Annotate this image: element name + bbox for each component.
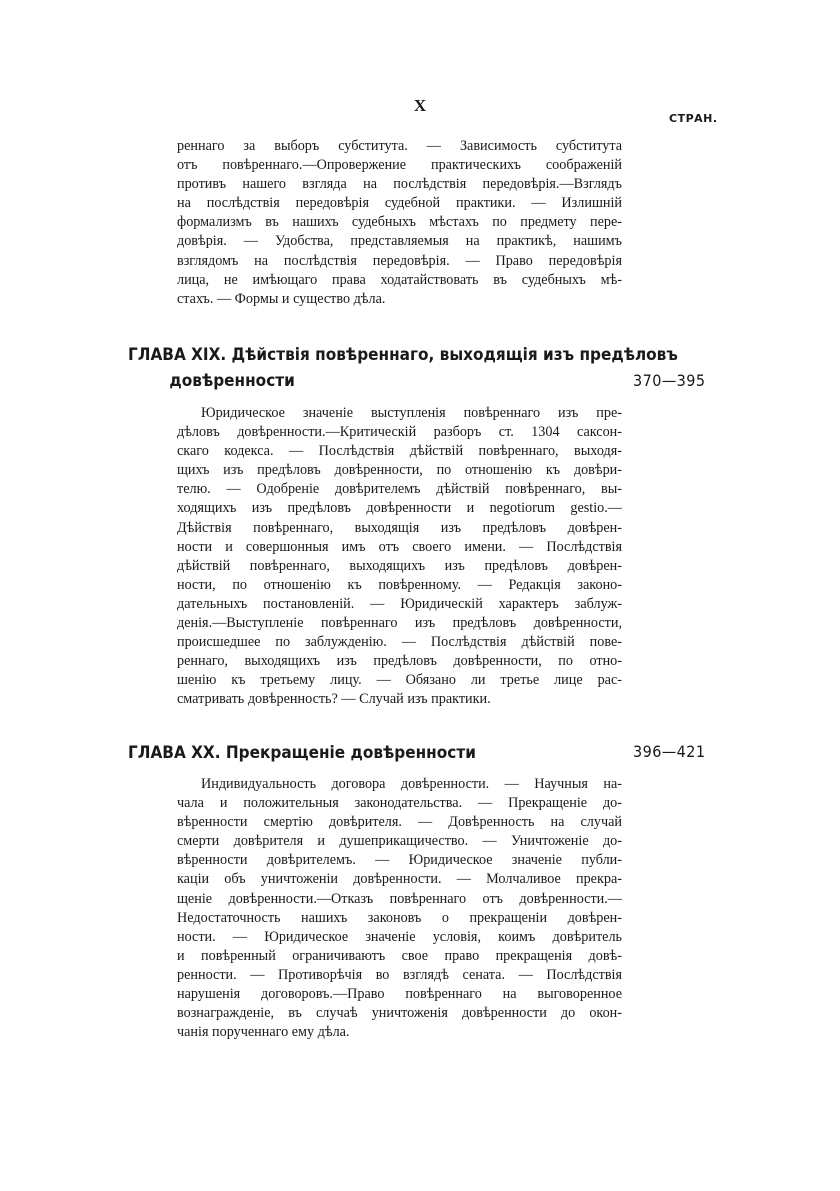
text-line: ности. — Юридическое значеніе условія, коимъ довѣритель [177,928,622,945]
chapter-20-title-line1: ГЛАВА XX. Прекращеніе довѣренности [128,743,476,763]
text-line: каціи объ уничтоженіи довѣренности. — Молчаливое прекра- [177,871,622,888]
text-line: реннаго, выходящихъ изъ предѣловъ довѣренности, по отно- [177,653,622,670]
text-line: смерти довѣрителя и душеприкащичество. — Уничтоженіе до- [177,833,622,850]
text-line: ренности. — Противорѣчія во взглядѣ сената. — Послѣдствія [177,966,622,983]
text-line: довѣрія. — Удобства, представляемыя на практикѣ, нашимъ [177,233,622,250]
text-line: щеніе довѣренности.—Отказъ повѣреннаго отъ довѣренности.— [177,890,622,907]
chapter-20-title [128,740,476,766]
text-line: на послѣдствія передовѣрія судебной практики. — Излишній [177,195,622,212]
text-line: вѣренности смертію довѣрителя. — Довѣренность на случай [177,814,622,831]
text-line: дательныхъ постановленій. — Юридическій характеръ заблуж- [177,595,622,612]
chapter-20-pages: 396—421 [633,742,706,761]
text-line: вѣренности довѣрителемъ. — Юридическое значеніе публи- [177,852,622,869]
text-line: сматривать довѣренность? — Случай изъ практики. [177,691,491,708]
text-line: лица, не имѣющаго права ходатайствовать въ судебныхъ мѣ- [177,271,622,288]
chapter-19-pages: 370—395 [633,371,706,390]
text-line: шенію къ третьему лицу. — Обязано ли третье лице рас- [177,672,622,689]
text-line: скаго кодекса. — Послѣдствія дѣйствій повѣреннаго, выходя- [177,443,622,460]
text-line: вознагражденіе, въ случаѣ уничтоженія довѣренности до окон- [177,1005,622,1022]
text-line: ности и совершонныя имъ отъ своего имени. — Послѣдствія [177,538,622,555]
text-line: Дѣйствія повѣреннаго, выходящія изъ предѣловъ довѣрен- [177,519,622,536]
page-number: X [413,96,427,115]
text-line: щихъ изъ предѣловъ довѣренности, по отношенію къ довѣри- [177,462,622,479]
text-line: и повѣренный ограничиваютъ свое право прекращенія довѣ- [177,947,622,964]
text-line: чанія порученнаго ему дѣла. [177,1024,350,1041]
text-line: ходящихъ изъ предѣловъ довѣренности и negotiorum gestio.— [177,500,622,517]
text-line: дѣловъ довѣренности.—Критическій разборъ ст. 1304 саксон- [177,424,622,441]
chapter-20-summary [177,775,622,1042]
chapter-19-summary [177,404,622,710]
chapter-19-title-line1: ГЛАВА XIX. Дѣйствія повѣреннаго, выходящія изъ предѣловъ [128,345,678,365]
text-line: денія.—Выступленіе повѣреннаго изъ предѣловъ довѣренности, [177,615,622,632]
chapter-19-title-line2: довѣренности [169,371,295,391]
text-line: чала и положительныя законодательства. — Прекращеніе до- [177,795,622,812]
text-line: Индивидуальность договора довѣренности. — Научныя на- [201,776,622,792]
text-line: стахъ. — Формы и существо дѣла. [177,290,386,307]
text-line: Недостаточность нашихъ законовъ о прекращеніи довѣрен- [177,909,622,926]
continued-paragraph [177,137,622,309]
text-line: дѣйствій повѣреннаго, выходящихъ изъ предѣловъ довѣрен- [177,557,622,574]
text-line: происшедшее по заблужденію. — Послѣдствія дѣйствій пове- [177,634,622,651]
text-line: противъ нашего взгляда на послѣдствія передовѣрія.—Взглядъ [177,176,622,193]
text-line: ности, по отношенію къ повѣренному. — Редакція законо- [177,576,622,593]
text-line: телю. — Одобреніе довѣрителемъ дѣйствій повѣреннаго, вы- [177,481,622,498]
text-line: отъ повѣреннаго.—Опровержение практическихъ соображеній [177,157,622,174]
text-line: нарушенія договоровъ.—Право повѣреннаго на выговоренное [177,986,622,1003]
pages-column-label: СТРАН. [669,112,718,125]
text-line: Юридическое значеніе выступленія повѣреннаго изъ пре- [201,405,622,421]
text-line: реннаго за выборъ субститута. — Зависимость субститута [177,138,622,154]
text-line: формализмъ въ нашихъ судебныхъ мѣстахъ по предмету пере- [177,214,622,231]
chapter-19-title [128,342,678,394]
text-line: взглядомъ на послѣдствія передовѣрія. — Право передовѣрія [177,252,622,269]
